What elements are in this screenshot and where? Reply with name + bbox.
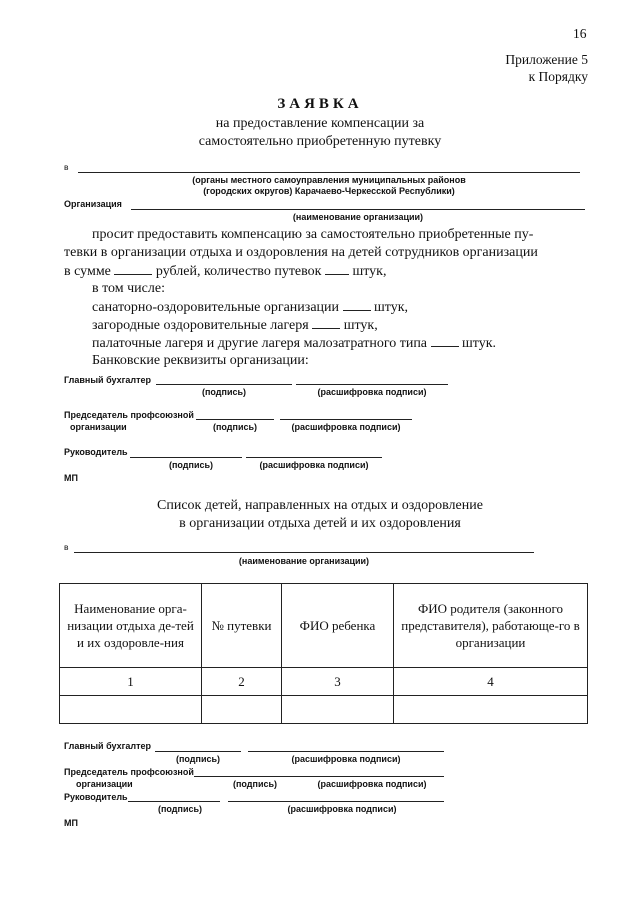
sign2-union-signature-caption: (подпись) xyxy=(232,779,278,789)
list-title-2: в организации отдыха детей и их оздоровления xyxy=(179,516,461,531)
body-line-6a: загородные оздоровительные лагеря xyxy=(92,318,309,333)
sign1-accountant-signature-caption: (подпись) xyxy=(201,387,247,397)
document-subtitle-2: самостоятельно приобретенную путевку xyxy=(198,134,442,149)
table-header-row xyxy=(60,584,588,668)
sign1-head-decode-caption: (расшифровка подписи) xyxy=(259,460,369,470)
body-line-3a: в сумме xyxy=(64,264,111,279)
sign1-union-decode-caption: (расшифровка подписи) xyxy=(291,422,401,432)
sign1-stamp: МП xyxy=(64,473,78,483)
body-line-7b: штук. xyxy=(462,336,497,351)
list-org-caption: (наименование организации) xyxy=(238,556,370,566)
sign2-accountant-signature-line[interactable] xyxy=(155,751,241,752)
annex-line-1: Приложение 5 xyxy=(505,52,588,67)
table-number-cell: 4 xyxy=(394,668,588,696)
body-line-6b: штук, xyxy=(343,318,378,333)
country-camp-count-field[interactable] xyxy=(312,316,340,329)
sign1-head-signature-line[interactable] xyxy=(130,457,242,458)
table-header-cell: ФИО родителя (законного представителя), работающе-го в организации xyxy=(394,584,588,668)
table-cell[interactable] xyxy=(394,696,588,724)
sign1-union-signature-line[interactable] xyxy=(196,419,274,420)
sign2-accountant-label: Главный бухгалтер xyxy=(64,741,152,751)
org-label: Организация xyxy=(64,199,122,209)
tent-camp-count-field[interactable] xyxy=(431,334,459,347)
sign2-stamp: МП xyxy=(64,818,78,828)
sign2-union-line[interactable] xyxy=(194,776,444,777)
sign1-union-signature-caption: (подпись) xyxy=(212,422,258,432)
sign2-head-label: Руководитель xyxy=(64,792,128,802)
to-field-line[interactable] xyxy=(78,172,580,173)
sign1-accountant-decode-caption: (расшифровка подписи) xyxy=(317,387,427,397)
amount-field[interactable] xyxy=(114,262,152,275)
table-number-row xyxy=(60,668,588,696)
to-caption-2: (городских округов) Карачаево-Черкесской Республики) xyxy=(203,186,455,196)
table-row xyxy=(60,696,588,724)
sign2-union-label-2: организации xyxy=(76,779,133,789)
sign2-accountant-decode-line[interactable] xyxy=(248,751,444,752)
sign1-union-label-2: организации xyxy=(70,422,127,432)
page-number: 16 xyxy=(573,26,587,41)
list-prefix: в xyxy=(64,542,69,552)
table-number-cell: 3 xyxy=(282,668,394,696)
sign2-union-label-1: Председатель профсоюзной xyxy=(64,767,194,777)
table-header-cell: Наименование орга-низации отдыха де-тей и их оздоровле-ния xyxy=(60,584,202,668)
to-caption-1: (органы местного самоуправления муниципальных районов xyxy=(192,175,466,185)
sign2-head-signature-line[interactable] xyxy=(128,801,220,802)
sign2-head-signature-caption: (подпись) xyxy=(157,804,203,814)
body-line-1: просит предоставить компенсацию за самостоятельно приобретенные пу- xyxy=(92,227,534,242)
table-number-cell: 2 xyxy=(202,668,282,696)
table-cell[interactable] xyxy=(202,696,282,724)
sign1-accountant-decode-line[interactable] xyxy=(296,384,448,385)
table-cell[interactable] xyxy=(60,696,202,724)
document-subtitle-1: на предоставление компенсации за xyxy=(215,116,425,131)
org-field-line[interactable] xyxy=(131,209,585,210)
annex-line-2: к Порядку xyxy=(528,69,588,84)
body-line-4: в том числе: xyxy=(92,281,165,296)
body-line-5b: штук, xyxy=(374,300,409,315)
body-line-7a: палаточные лагеря и другие лагеря малозатратного типа xyxy=(92,336,428,351)
sign1-accountant-signature-line[interactable] xyxy=(156,384,292,385)
sign2-head-decode-line[interactable] xyxy=(228,801,444,802)
org-caption: (наименование организации) xyxy=(292,212,424,222)
table-number-cell: 1 xyxy=(60,668,202,696)
sign1-union-decode-line[interactable] xyxy=(280,419,412,420)
voucher-count-field[interactable] xyxy=(325,262,349,275)
sign2-accountant-signature-caption: (подпись) xyxy=(175,754,221,764)
sign1-accountant-label: Главный бухгалтер xyxy=(64,375,152,385)
sign2-head-decode-caption: (расшифровка подписи) xyxy=(287,804,397,814)
sign1-head-signature-caption: (подпись) xyxy=(168,460,214,470)
children-table xyxy=(59,583,588,724)
body-line-8: Банковские реквизиты организации: xyxy=(92,353,309,368)
sign2-union-decode-caption: (расшифровка подписи) xyxy=(317,779,427,789)
list-title-1: Список детей, направленных на отдых и оздоровление xyxy=(157,498,483,513)
sign1-head-label: Руководитель xyxy=(64,447,128,457)
sanatorium-count-field[interactable] xyxy=(343,298,371,311)
body-line-3c: штук, xyxy=(352,264,387,279)
sign1-union-label-1: Председатель профсоюзной xyxy=(64,410,194,420)
sign2-accountant-decode-caption: (расшифровка подписи) xyxy=(291,754,401,764)
table-header-cell: № путевки xyxy=(202,584,282,668)
body-line-2: тевки в организации отдыха и оздоровления на детей сотрудников организации xyxy=(64,245,538,260)
body-line-5a: санаторно-оздоровительные организации xyxy=(92,300,340,315)
document-title: ЗАЯВКА xyxy=(277,96,363,112)
sign1-head-decode-line[interactable] xyxy=(246,457,382,458)
table-cell[interactable] xyxy=(282,696,394,724)
list-org-field-line[interactable] xyxy=(74,552,534,553)
body-line-3b: рублей, количество путевок xyxy=(155,264,322,279)
to-prefix: в xyxy=(64,162,69,172)
table-header-cell: ФИО ребенка xyxy=(282,584,394,668)
